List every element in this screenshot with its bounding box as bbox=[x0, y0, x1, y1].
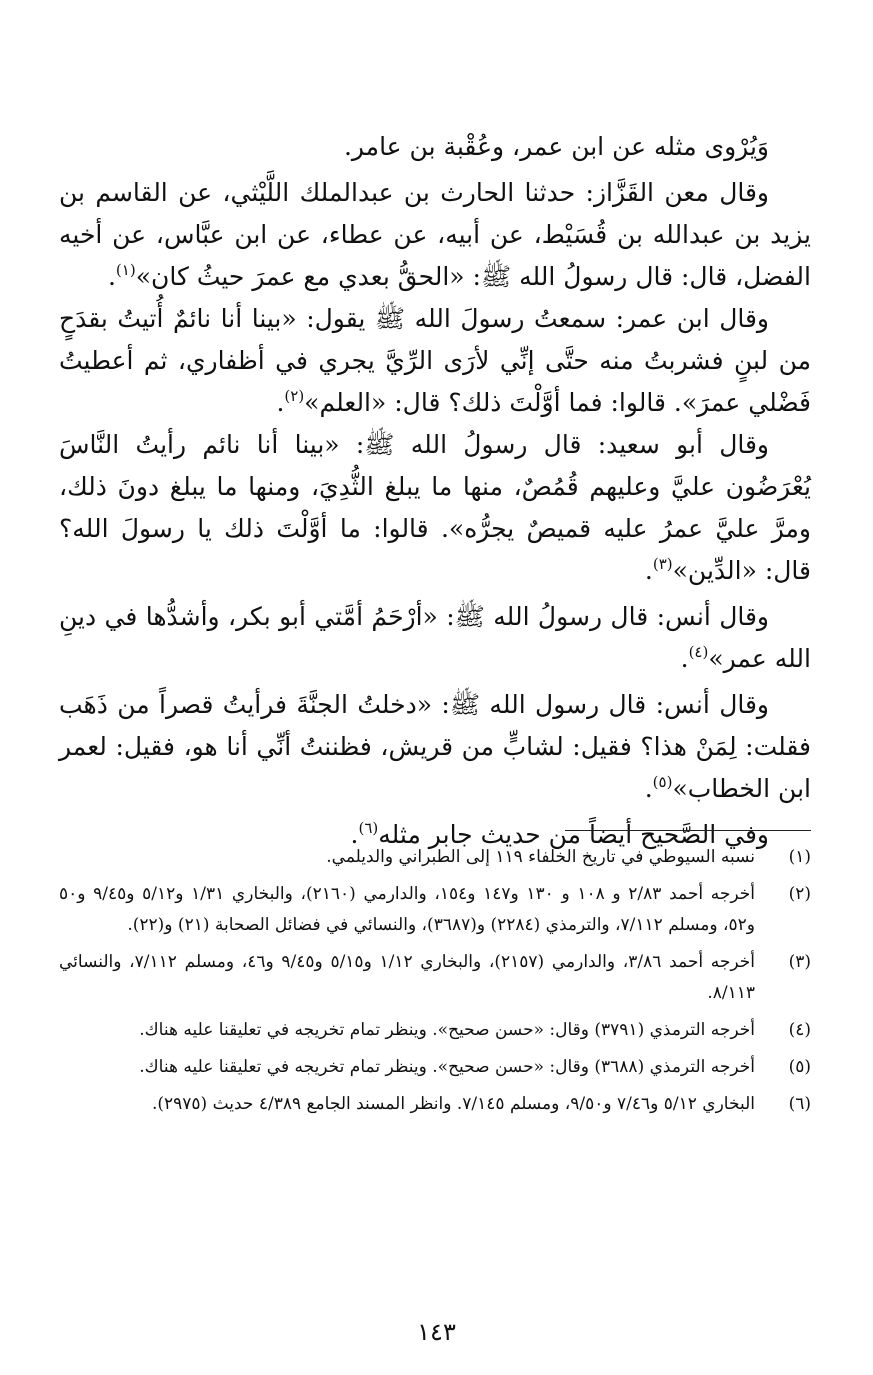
footnote-ref-6[interactable]: (٦) bbox=[358, 819, 379, 837]
period: . bbox=[644, 556, 653, 585]
footnote-4 bbox=[59, 1015, 811, 1046]
footnote-ref-5[interactable]: (٥) bbox=[652, 773, 673, 791]
footnote-number: (٥) bbox=[788, 1057, 811, 1077]
footnote-3 bbox=[59, 947, 811, 1009]
footnote-text: أخرجه أحمد ٣/٨٦، والدارمي (٢١٥٧)، والبخاري ١/١٢ و٥/١٥ و٩/٤٥ و٤٦، ومسلم ٧/١١٢، والنسائي ٨/١١٣. bbox=[59, 952, 755, 1003]
footnote-text: البخاري ٥/١٢ و٧/٤٦ و٩/٥٠، ومسلم ٧/١٤٥. وانظر المسند الجامع ٤/٣٨٩ حديث (٢٩٧٥). bbox=[151, 1094, 755, 1114]
period: . bbox=[644, 774, 653, 803]
paragraph-2-text: وقال معن القَزَّاز: حدثنا الحارث بن عبدالملك اللَّيْثي، عن القاسم بن يزيد بن عبدالله بن قُسَيْط، عن أبيه، عن عطاء، عن ابن عبَّاس، عن أخيه الفضل، قال: قال رسولُ الله ﷺ: «الحقُّ بعدي مع عمرَ حيثُ كان» bbox=[59, 178, 811, 291]
period: . bbox=[107, 262, 116, 291]
paragraph-3-text: وقال ابن عمر: سمعتُ رسولَ الله ﷺ يقول: «بينا أنا نائمٌ أُتيتُ بقدَحٍ من لبنٍ فشربتُ منه حتَّى إنِّي لأرَى الرِّيَّ يجري في أظفاري، ثم أعطيتُ فَضْلي عمرَ». قالوا: فما أوَّلْتَ ذلك؟ قال: «العلم» bbox=[59, 304, 811, 417]
footnote-number: (٣) bbox=[788, 952, 811, 972]
paragraph-6-text: وقال أنس: قال رسول الله ﷺ: «دخلتُ الجنَّةَ فرأيتُ قصراً من ذَهَب فقلت: لِمَنْ هذا؟ فقيل: لشابٍّ من قريش، فظننتُ أنِّي أنا هو، فقيل: لعمر ابن الخطاب» bbox=[59, 690, 811, 803]
paragraph-2 bbox=[59, 172, 811, 298]
footnote-text: أخرجه الترمذي (٣٧٩١) وقال: «حسن صحيح». وينظر تمام تخريجه في تعليقنا عليه هناك. bbox=[139, 1020, 755, 1040]
footnote-number: (٢) bbox=[788, 884, 811, 904]
footnote-ref-3[interactable]: (٣) bbox=[652, 555, 673, 573]
footnote-separator bbox=[565, 830, 811, 831]
footnotes bbox=[59, 842, 811, 1126]
footnote-2 bbox=[59, 879, 811, 941]
paragraph-5 bbox=[59, 596, 811, 680]
footnote-text: نسبه السيوطي في تاريخ الخلفاء ١١٩ إلى الطبراني والديلمي. bbox=[326, 847, 755, 867]
main-text bbox=[59, 126, 811, 856]
footnote-number: (٦) bbox=[788, 1094, 811, 1114]
paragraph-5-text: وقال أنس: قال رسولُ الله ﷺ: «أرْحَمُ أمَّتي أبو بكر، وأشدُّها في دينِ الله عمر» bbox=[59, 602, 811, 673]
footnote-1 bbox=[59, 842, 811, 873]
period: . bbox=[276, 388, 285, 417]
paragraph-4 bbox=[59, 424, 811, 592]
footnote-text: أخرجه الترمذي (٣٦٨٨) وقال: «حسن صحيح». وينظر تمام تخريجه في تعليقنا عليه هناك. bbox=[139, 1057, 755, 1077]
paragraph-4-text: وقال أبو سعيد: قال رسولُ الله ﷺ: «بينا أنا نائم رأيتُ النَّاسَ يُعْرَضُون عليَّ وعليهم قُمُصٌ، منها ما يبلغ الثُّدِيَ، ومنها ما يبلغ دونَ ذلك، ومرَّ عليَّ عمرُ عليه قميصٌ يجرُّه». قالوا: ما أوَّلْتَ ذلك يا رسولَ الله؟ قال: «الدِّين» bbox=[59, 430, 811, 585]
paragraph-7-text: وفي الصَّحيح أيضاً من حديث جابر مثله bbox=[378, 820, 769, 849]
period: . bbox=[350, 820, 359, 849]
paragraph-3 bbox=[59, 298, 811, 424]
footnote-ref-4[interactable]: (٤) bbox=[688, 643, 709, 661]
page-number: ١٤٣ bbox=[417, 1318, 456, 1346]
footnote-text: أخرجه أحمد ٢/٨٣ و ١٠٨ و ١٣٠ و١٤٧ و١٥٤، والدارمي (٢١٦٠)، والبخاري ١/٣١ و٥/١٢ و٩/٤٥ و٥٠ و٥٢، ومسلم ٧/١١٢، والترمذي (٢٢٨٤) و(٣٦٨٧)، والنسائي في فضائل الصحابة (٢١) و(٢٢). bbox=[59, 884, 755, 935]
paragraph-1-text: وَيُرْوى مثله عن ابن عمر، وعُقْبة بن عامر. bbox=[343, 132, 769, 161]
footnote-ref-2[interactable]: (٢) bbox=[284, 387, 305, 405]
footnote-number: (١) bbox=[788, 847, 811, 867]
footnote-number: (٤) bbox=[788, 1020, 811, 1040]
footnote-6 bbox=[59, 1089, 811, 1120]
paragraph-6 bbox=[59, 684, 811, 810]
paragraph-1 bbox=[59, 126, 811, 168]
footnote-ref-1[interactable]: (١) bbox=[115, 261, 136, 279]
period: . bbox=[680, 644, 689, 673]
footnote-5 bbox=[59, 1052, 811, 1083]
